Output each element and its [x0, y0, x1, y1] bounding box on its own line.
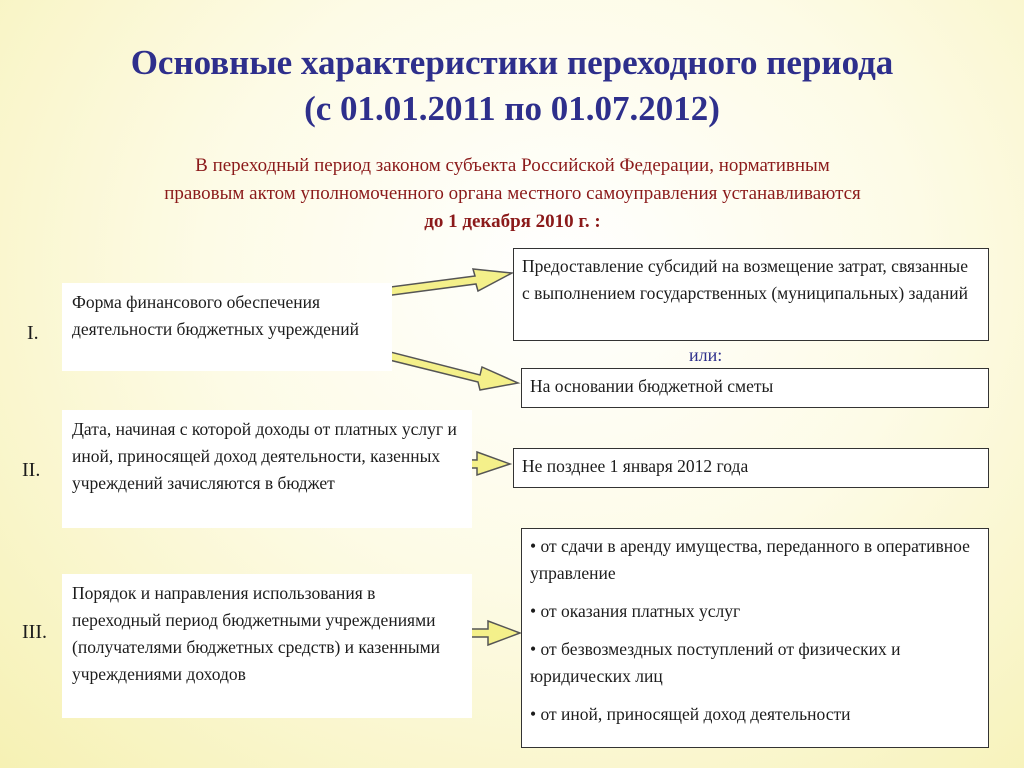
intro-line-2: правовым актом уполномоченного органа местного самоуправления устанавливаются	[164, 183, 861, 204]
roman-numeral-1: I.	[27, 322, 39, 344]
section1-subsidy-box	[513, 248, 989, 341]
section1-estimate-box	[521, 368, 989, 408]
section3-income-box	[521, 528, 989, 748]
list-item: • от оказания платных услуг	[530, 601, 741, 621]
title-line-2: (с 01.01.2011 по 01.07.2012)	[304, 89, 720, 128]
income-sources-list	[530, 533, 980, 728]
section2-date-box	[513, 448, 989, 488]
roman-numeral-3: III.	[22, 621, 47, 643]
list-item: • от безвозмездных поступлений от физических и юридических лиц	[530, 639, 901, 686]
section1-left-text: Форма финансового обеспечения деятельности бюджетных учреждений	[72, 292, 359, 339]
roman-numeral-2: II.	[22, 459, 41, 481]
section2-left-text: Дата, начиная с которой доходы от платных услуг и иной, приносящей доход деятельности, казенных учреждений зачисляются в бюджет	[72, 419, 457, 493]
or-label: или:	[689, 345, 723, 365]
section1-left-box	[62, 283, 392, 371]
list-item: • от иной, приносящей доход деятельности	[530, 704, 851, 724]
section2-date-text: Не позднее 1 января 2012 года	[522, 456, 749, 476]
title-line-1: Основные характеристики переходного периода	[130, 43, 894, 82]
section3-left-text: Порядок и направления использования в переходный период бюджетными учреждениями (получателями бюджетных средств) и казенными учреждениями доходов	[72, 583, 441, 684]
intro-line-1: В переходный период законом субъекта Российской Федерации, нормативным	[195, 155, 830, 176]
section1-subsidy-text: Предоставление субсидий на возмещение затрат, связанные с выполнением государственных (муниципальных) заданий	[522, 256, 968, 303]
section2-left-box	[62, 410, 472, 528]
section3-left-box	[62, 574, 472, 718]
list-item: • от сдачи в аренду имущества, переданного в оперативное управление	[530, 536, 970, 583]
section1-estimate-text: На основании бюджетной сметы	[530, 376, 774, 396]
intro-deadline: до 1 декабря 2010 г. :	[424, 211, 601, 232]
